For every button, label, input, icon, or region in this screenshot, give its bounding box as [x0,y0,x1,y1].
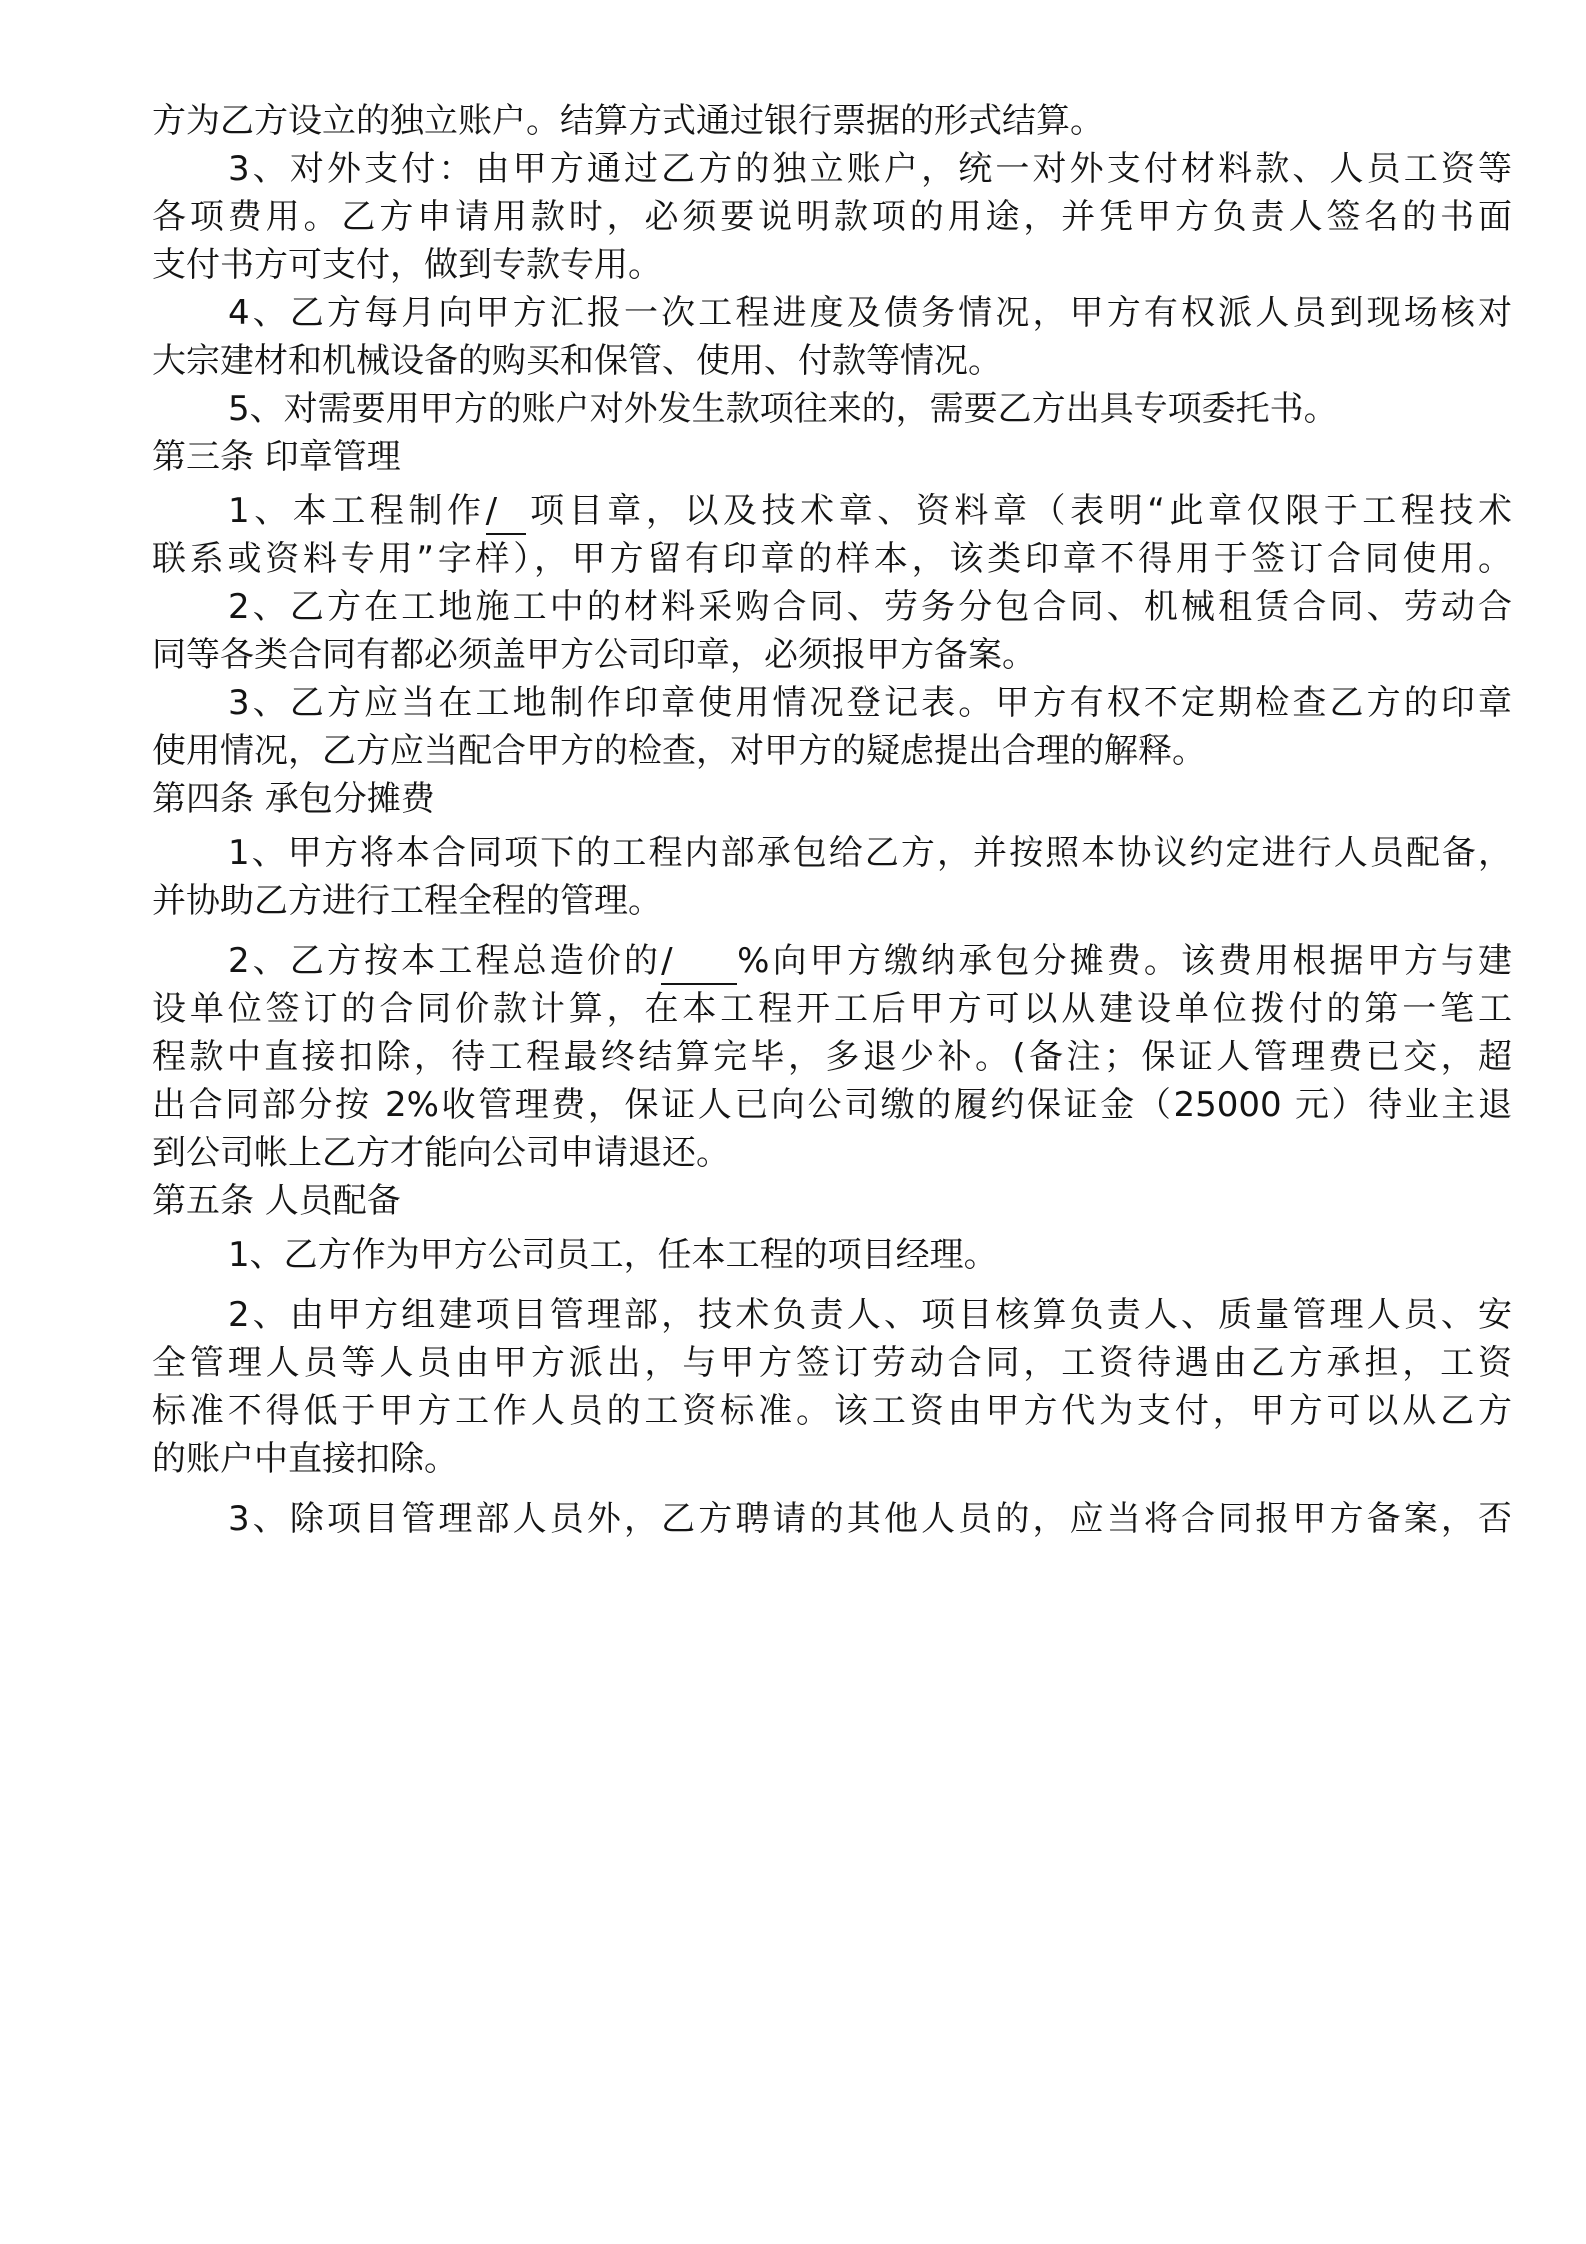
paragraph-line: 支付书方可支付，做到专款专用。 [152,245,662,285]
clause-text: 1、本工程制作 [228,491,486,531]
paragraph-line: 联系或资料专用”字样），甲方留有印章的样本，该类印章不得用于签订合同使用。 [152,539,1512,579]
clause-3-3-line: 3、乙方应当在工地制作印章使用情况登记表。甲方有权不定期检查乙方的印章 [228,683,1512,723]
fill-in-blank: / [486,491,526,535]
clause-text: 项目章，以及技术章、资料章（表明“此章仅限于工程技术 [525,491,1512,531]
paragraph-line: 并协助乙方进行工程全程的管理。 [152,881,662,921]
paragraph-line: 同等各类合同有都必须盖甲方公司印章，必须报甲方备案。 [152,635,1036,675]
clause-2-4-line: 4、乙方每月向甲方汇报一次工程进度及债务情况，甲方有权派人员到现场核对 [228,293,1512,333]
clause-4-2-line [228,934,1512,988]
clause-2-5-line: 5、对需要用甲方的账户对外发生款项往来的，需要乙方出具专项委托书。 [228,389,1338,429]
paragraph-line: 标准不得低于甲方工作人员的工资标准。该工资由甲方代为支付，甲方可以从乙方 [152,1391,1512,1431]
clause-3-1-line [228,484,1512,538]
paragraph-line: 方为乙方设立的独立账户。结算方式通过银行票据的形式结算。 [152,101,1104,141]
article-4-heading: 第四条 承包分摊费 [152,779,435,819]
article-3-heading: 第三条 印章管理 [152,437,401,477]
paragraph-line: 设单位签订的合同价款计算，在本工程开工后甲方可以从建设单位拨付的第一笔工 [152,989,1512,1029]
paragraph-line: 程款中直接扣除，待工程最终结算完毕，多退少补。(备注；保证人管理费已交，超 [152,1037,1512,1077]
clause-3-2-line: 2、乙方在工地施工中的材料采购合同、劳务分包合同、机械租赁合同、劳动合 [228,587,1512,627]
clause-4-1-line: 1、甲方将本合同项下的工程内部承包给乙方，并按照本协议约定进行人员配备， [228,833,1512,873]
clause-text: %向甲方缴纳承包分摊费。该费用根据甲方与建 [737,941,1512,981]
article-5-heading: 第五条 人员配备 [152,1181,401,1221]
clause-2-3-line: 3、对外支付：由甲方通过乙方的独立账户，统一对外支付材料款、人员工资等 [228,149,1512,189]
fill-in-blank: / [661,941,737,985]
clause-5-3-line: 3、除项目管理部人员外，乙方聘请的其他人员的，应当将合同报甲方备案，否 [228,1499,1512,1539]
paragraph-line: 的账户中直接扣除。 [152,1439,458,1479]
paragraph-line: 大宗建材和机械设备的购买和保管、使用、付款等情况。 [152,341,1002,381]
paragraph-line: 使用情况，乙方应当配合甲方的检查，对甲方的疑虑提出合理的解释。 [152,731,1206,771]
clause-5-1-line: 1、乙方作为甲方公司员工，任本工程的项目经理。 [228,1235,998,1275]
paragraph-line: 各项费用。乙方申请用款时，必须要说明款项的用途，并凭甲方负责人签名的书面 [152,197,1512,237]
paragraph-line: 全管理人员等人员由甲方派出，与甲方签订劳动合同，工资待遇由乙方承担，工资 [152,1343,1512,1383]
paragraph-line: 出合同部分按 2%收管理费，保证人已向公司缴的履约保证金（25000 元）待业主退 [152,1085,1512,1125]
clause-text: 2、乙方按本工程总造价的 [228,941,662,981]
clause-5-2-line: 2、由甲方组建项目管理部，技术负责人、项目核算负责人、质量管理人员、安 [228,1295,1512,1335]
paragraph-line: 到公司帐上乙方才能向公司申请退还。 [152,1133,730,1173]
